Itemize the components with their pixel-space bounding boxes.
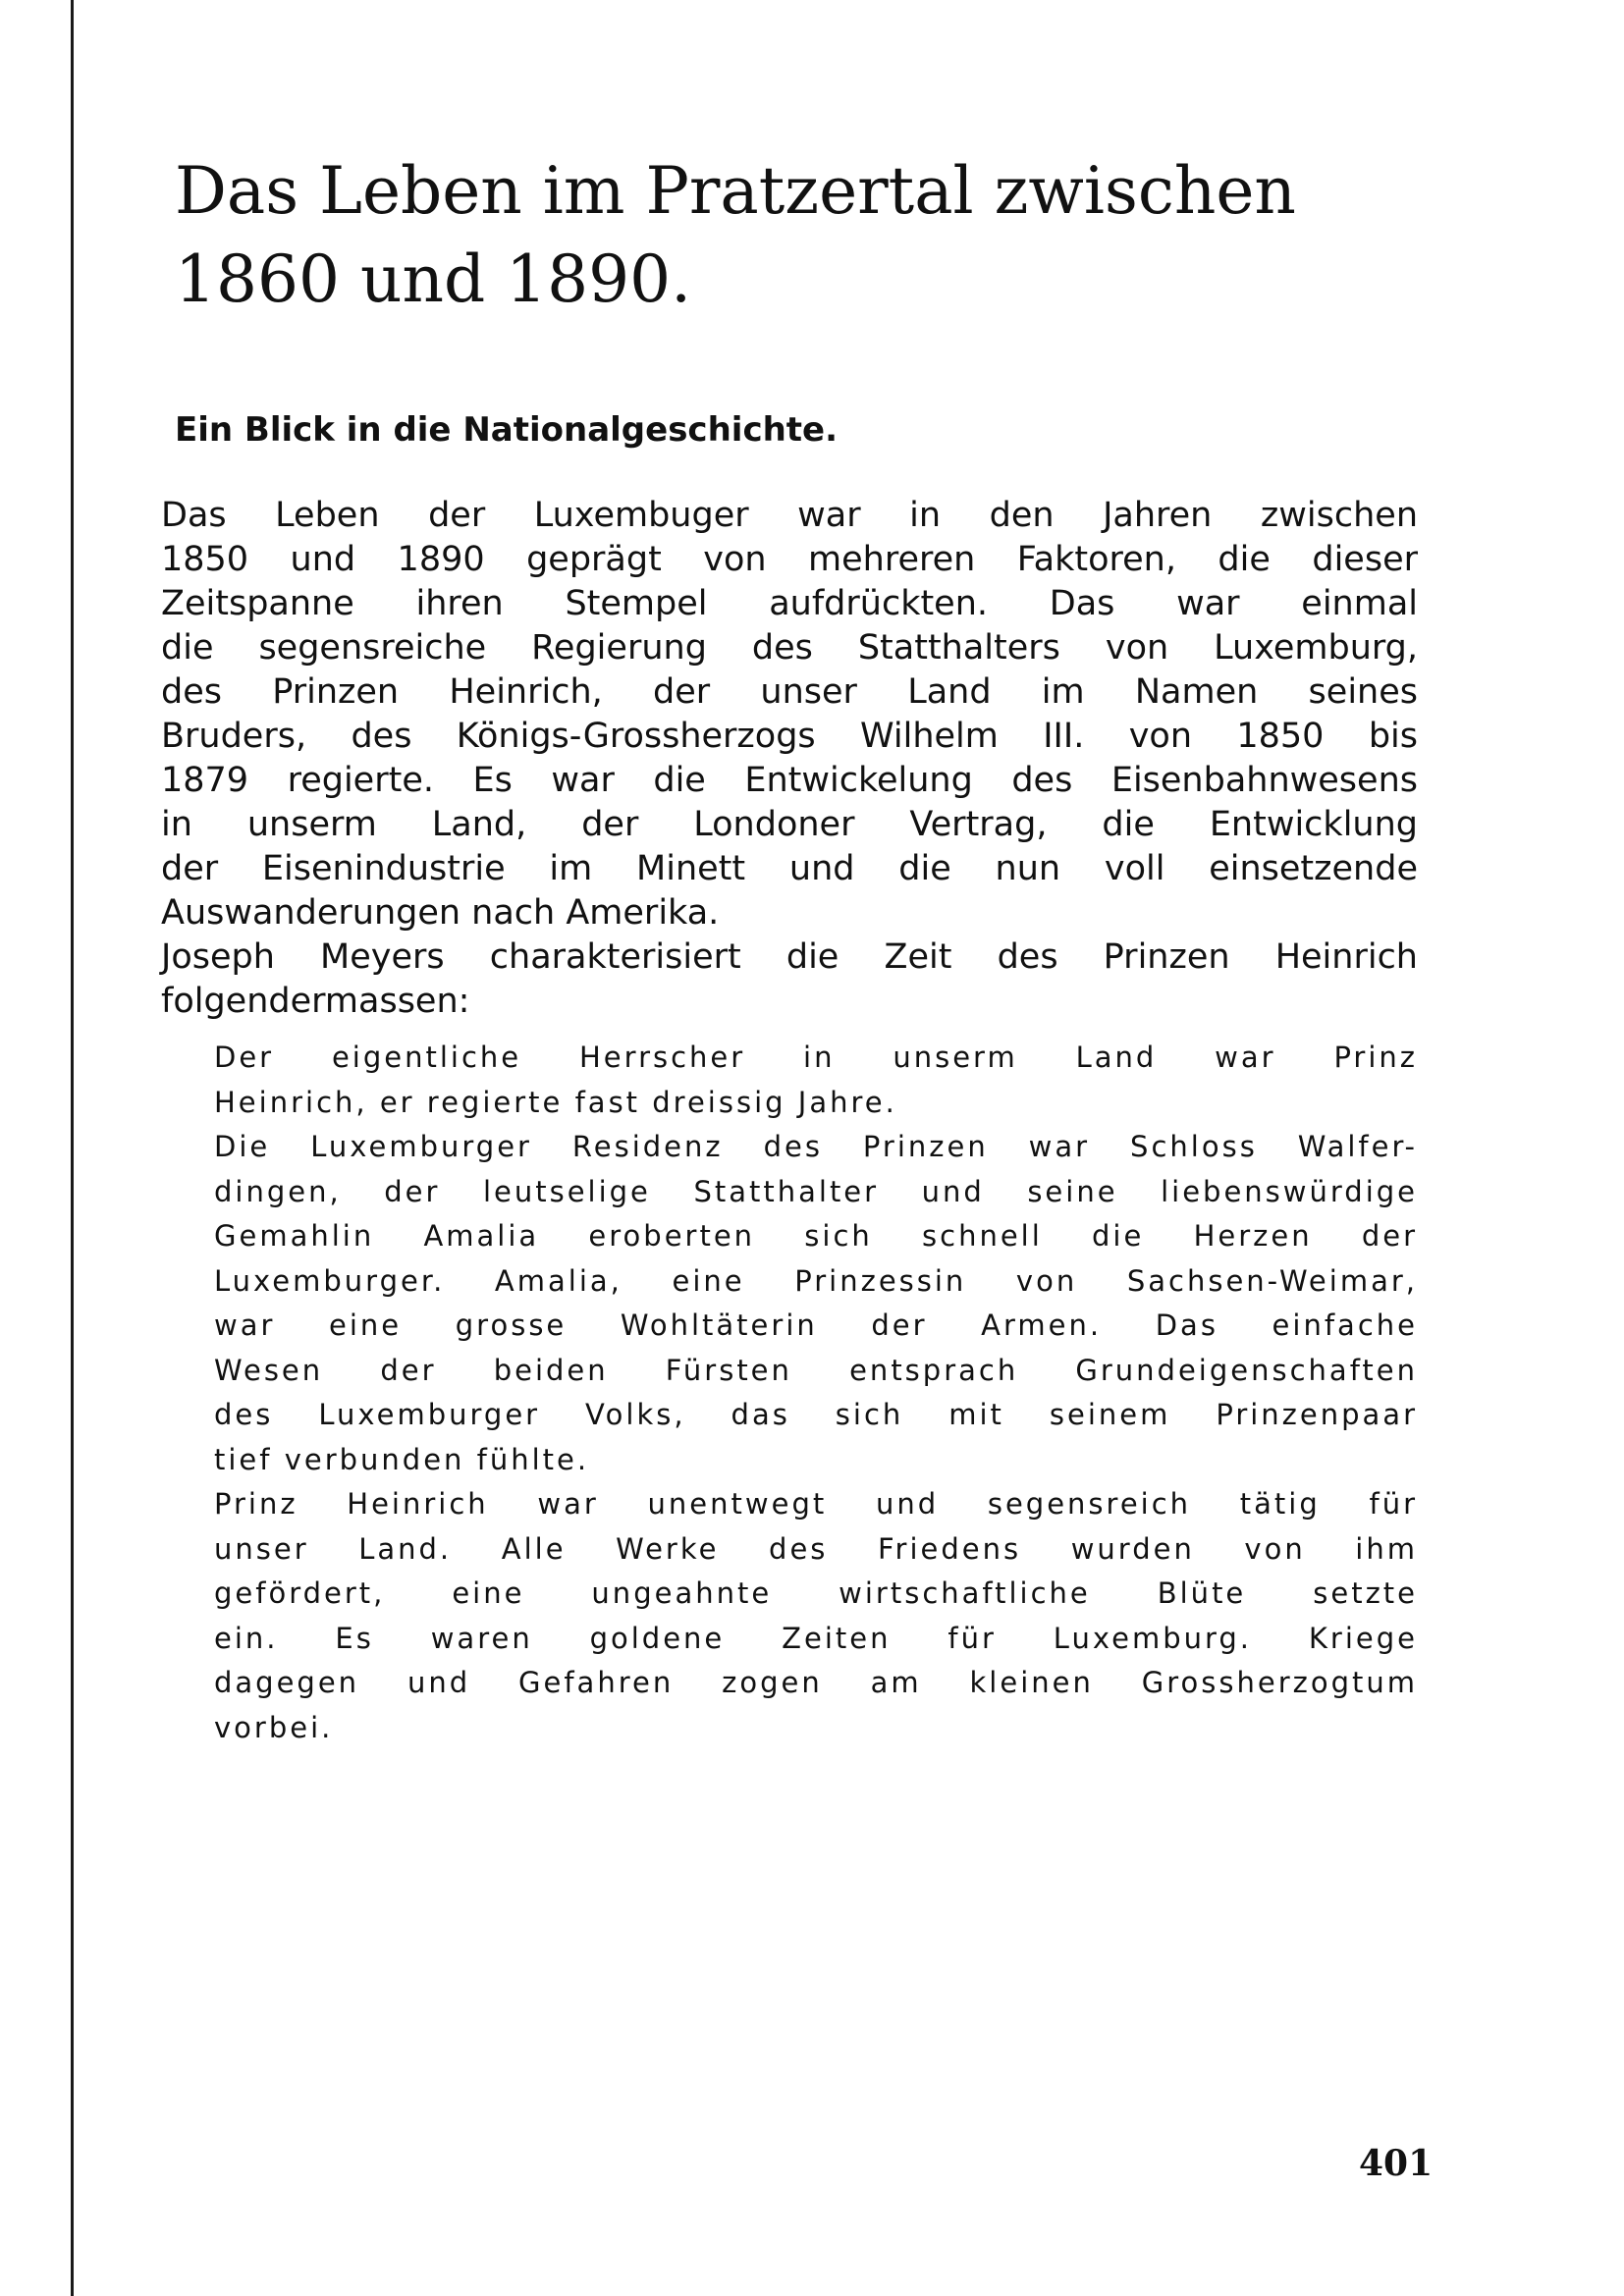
body-line: 1850 und 1890 geprägt von mehreren Faktoren, die dieser [161, 540, 1418, 579]
quote-line: war eine grosse Wohltäterin der Armen. Das einfache [214, 1308, 1418, 1342]
quote-line: Luxemburger. Amalia, eine Prinzessin von Sachsen-Weimar, [214, 1263, 1418, 1298]
quote-line: Gemahlin Amalia eroberten sich schnell die Herzen der [214, 1219, 1418, 1253]
body-line: Bruders, des Königs-Grossherzogs Wilhelm III. von 1850 bis [161, 717, 1418, 756]
quote-line: Heinrich, er regierte fast dreissig Jahre. [214, 1085, 897, 1119]
body-line: in unserm Land, der Londoner Vertrag, die Entwicklung [161, 805, 1418, 844]
page-binding-line [71, 0, 74, 2296]
quote-line: ein. Es waren goldene Zeiten für Luxemburg. Kriege [214, 1621, 1418, 1655]
title-line-2: 1860 und 1890. [175, 241, 692, 317]
section-subtitle: Ein Blick in die Nationalgeschichte. [175, 410, 839, 450]
body-line: des Prinzen Heinrich, der unser Land im Namen seines [161, 672, 1418, 712]
page-number: 401 [1359, 2143, 1434, 2184]
body-line: Das Leben der Luxembuger war in den Jahren zwischen [161, 496, 1418, 535]
quote-line: Der eigentliche Herrscher in unserm Land war Prinz [214, 1041, 1418, 1074]
body-line: Zeitspanne ihren Stempel aufdrückten. Das war einmal [161, 584, 1418, 623]
quote-line: des Luxemburger Volks, das sich mit seinem Prinzenpaar [214, 1398, 1418, 1431]
quote-line: Prinz Heinrich war unentwegt und segensreich tätig für [214, 1487, 1418, 1521]
body-line: 1879 regierte. Es war die Entwickelung des Eisenbahnwesens [161, 761, 1418, 800]
quote-line: vorbei. [214, 1710, 334, 1744]
quote-line: tief verbunden fühlte. [214, 1442, 590, 1476]
body-line: Joseph Meyers charakterisiert die Zeit des Prinzen Heinrich [161, 937, 1418, 977]
title-line-1: Das Leben im Pratzertal zwischen [175, 153, 1296, 229]
quote-line: dagegen und Gefahren zogen am kleinen Grossherzogtum [214, 1666, 1418, 1699]
quote-line: unser Land. Alle Werke des Friedens wurden von ihm [214, 1531, 1418, 1566]
quote-line: Die Luxemburger Residenz des Prinzen war Schloss Walfer- [214, 1130, 1418, 1163]
quote-line: gefördert, eine ungeahnte wirtschaftliche Blüte setzte [214, 1576, 1418, 1610]
page-title [175, 147, 1451, 324]
body-line: Auswanderungen nach Amerika. [161, 893, 720, 933]
body-line: die segensreiche Regierung des Statthalters von Luxemburg, [161, 628, 1418, 667]
body-line: folgendermassen: [161, 982, 470, 1021]
quote-line: Wesen der beiden Fürsten entsprach Grundeigenschaften [214, 1353, 1418, 1387]
body-paragraph [161, 494, 1418, 1024]
quote-block [214, 1036, 1418, 1750]
quote-line: dingen, der leutselige Statthalter und seine liebenswürdige [214, 1174, 1418, 1208]
body-line: der Eisenindustrie im Minett und die nun voll einsetzende [161, 849, 1418, 888]
